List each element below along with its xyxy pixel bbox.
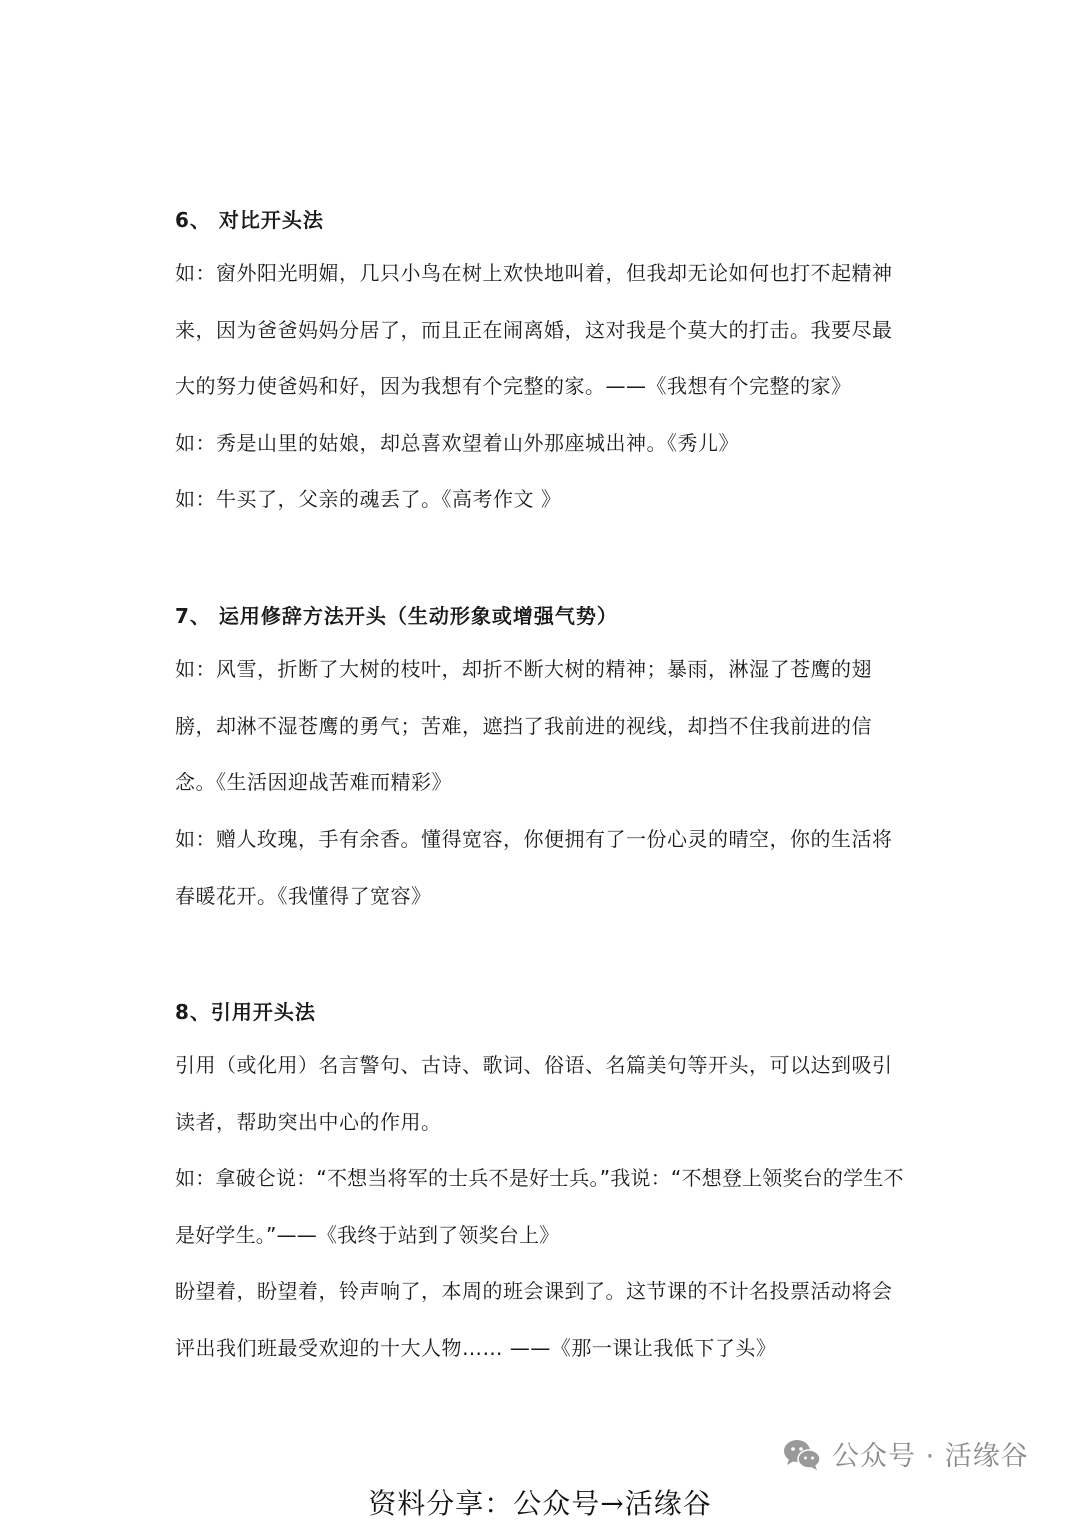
watermark-text: 公众号 · 活缘谷 [832,1441,1029,1472]
section-8-paragraph-2: 如：拿破仑说：“不想当将军的士兵不是好士兵。”我说：“不想登上领奖台的学生不是好学生。”——《我终于站到了领奖台上》 [175,1166,904,1247]
section-8-paragraph-1: 引用（或化用）名言警句、古诗、歌词、俗语、名篇美句等开头，可以达到吸引读者，帮助突出中心的作用。 [175,1053,893,1134]
section-heading-6: 6、 对比开头法 [175,208,324,232]
footer-text: 资料分享：公众号→活缘谷 [368,1487,712,1520]
section-6-paragraph-3: 如：牛买了，父亲的魂丢了。《高考作文 》 [175,487,562,511]
section-7-paragraph-1: 如：风雪，折断了大树的枝叶，却折不断大树的精神；暴雨，淋湿了苍鹰的翅膀，却淋不湿苍鹰的勇气；苦难，遮挡了我前进的视线，却挡不住我前进的信念。《生活因迎战苦难而精彩》 [175,657,872,794]
section-heading-8: 8、引用开头法 [175,1000,316,1024]
wechat-icon [782,1437,822,1471]
section-heading-7: 7、 运用修辞方法开头（生动形象或增强气势） [175,604,618,628]
section-7-paragraph-2: 如：赠人玫瑰，手有余香。懂得宽容，你便拥有了一份心灵的晴空，你的生活将春暖花开。《我懂得了宽容》 [175,827,893,908]
watermark [782,1434,1029,1473]
section-8-paragraph-3: 盼望着，盼望着，铃声响了，本周的班会课到了。这节课的不计名投票活动将会评出我们班最受欢迎的十大人物…… ——《那一课让我低下了头》 [175,1279,893,1360]
section-6-paragraph-2: 如：秀是山里的姑娘，却总喜欢望着山外那座城出神。《秀儿》 [175,431,739,455]
section-6-paragraph-1: 如：窗外阳光明媚，几只小鸟在树上欢快地叫着，但我却无论如何也打不起精神来，因为爸爸妈妈分居了，而且正在闹离婚，这对我是个莫大的打击。我要尽最大的努力使爸妈和好，因为我想有个完整的家。——《我想有个完整的家》 [175,261,893,398]
